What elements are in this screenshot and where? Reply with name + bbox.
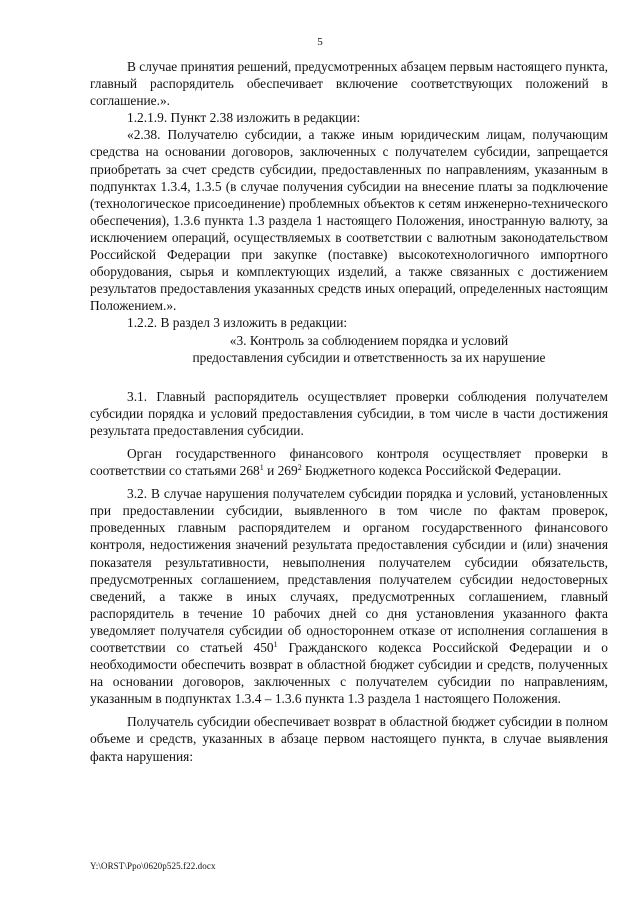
text-run: Гражданского кодекса Российской Федерации и о необходимости обеспечить возврат в областной бюджет субсидии и средств, полученных на основании договоров, заключенных с получателем субсидии по направлениям, указанным в подпунктах 1.3.4 – 1.3.6 пункта 1.3 раздела 1 настоящего Положения.: [90, 640, 608, 707]
paragraph: 1.2.1.9. Пункт 2.38 изложить в редакции:: [127, 110, 361, 126]
document-body: [90, 58, 608, 765]
superscript: 1: [273, 640, 278, 649]
text-run: 3.2. В случае нарушения получателем субсидии порядка и условий, установленных при предоставлении субсидии, выявленного в том числе по фактам проверок, проведенных главным распорядителем и органом государственного финансового контроля, недостижения значений результата предоставления субсидии и (или) значения показателя результативности, невыполнения получателем субсидии обязательств, предусмотренных соглашением, представления получателем субсидии недостоверных сведений, а также в иных случаях, предусмотренных соглашением, главный распорядитель в течение 10 рабочих дней со дня установления указанного факта уведомляет получателя субсидии об одностороннем отказе от исполнения соглашения в соответствии со статьей 450: [90, 486, 608, 655]
section-title-line: предоставления субсидии и ответственность за их нарушение: [192, 349, 546, 365]
superscript: 2: [297, 463, 302, 473]
paragraph: «2.38. Получателю субсидии, а также иным юридическим лицам, получающим средства на основании договоров, заключенных с получателем субсидии, запрещается приобретать за счет средств субсидии, предоставленных по направлениям, указанным в подпунктах 1.3.4, 1.3.5 (в случае получения субсидии на внесение платы за подключение (технологическое присоединение) проблемных объектов к сетям инженерно-технического обеспечения), 1.3.6 пункта 1.3 раздела 1 настоящего Положения, иностранную валюту, за исключением операций, осуществляемых в соответствии с валютным законодательством Российской Федерации при закупке (поставке) высокотехнологичного импортного оборудования, сырья и комплектующих изделий, а также связанных с достижением результатов предоставления указанных средств иных операций, определенных настоящим Положением.».: [90, 127, 608, 314]
paragraph: 3.1. Главный распорядитель осуществляет проверки соблюдения получателем субсидии порядка и условий предоставления субсидии, в том числе в части достижения результата предоставления субсидии.: [90, 388, 608, 438]
paragraph: [90, 485, 608, 707]
page-number: 5: [317, 36, 323, 48]
paragraph: 1.2.2. В раздел 3 изложить в редакции:: [127, 315, 348, 331]
text-run: Орган государственного финансового контроля осуществляет проверки в соответствии со статьями 268: [90, 445, 608, 479]
paragraph: [90, 445, 608, 479]
footer-file-path: Y:\ORST\Ppo\0620p525.f22.docx: [90, 861, 216, 871]
section-title: [90, 332, 608, 366]
text-run: и 269: [263, 463, 298, 479]
superscript: 1: [259, 463, 264, 473]
text-run: Бюджетного кодекса Российской Федерации.: [301, 463, 562, 479]
paragraph: В случае принятия решений, предусмотренных абзацем первым настоящего пункта, главный распорядитель обеспечивает включение соответствующих положений в соглашение.».: [90, 59, 608, 109]
paragraph: Получатель субсидии обеспечивает возврат в областной бюджет субсидии в полном объеме и средств, указанных в абзаце первом настоящего пункта, в случае выявления факта нарушения:: [90, 714, 608, 764]
section-title-line: «3. Контроль за соблюдением порядка и условий: [229, 332, 509, 348]
